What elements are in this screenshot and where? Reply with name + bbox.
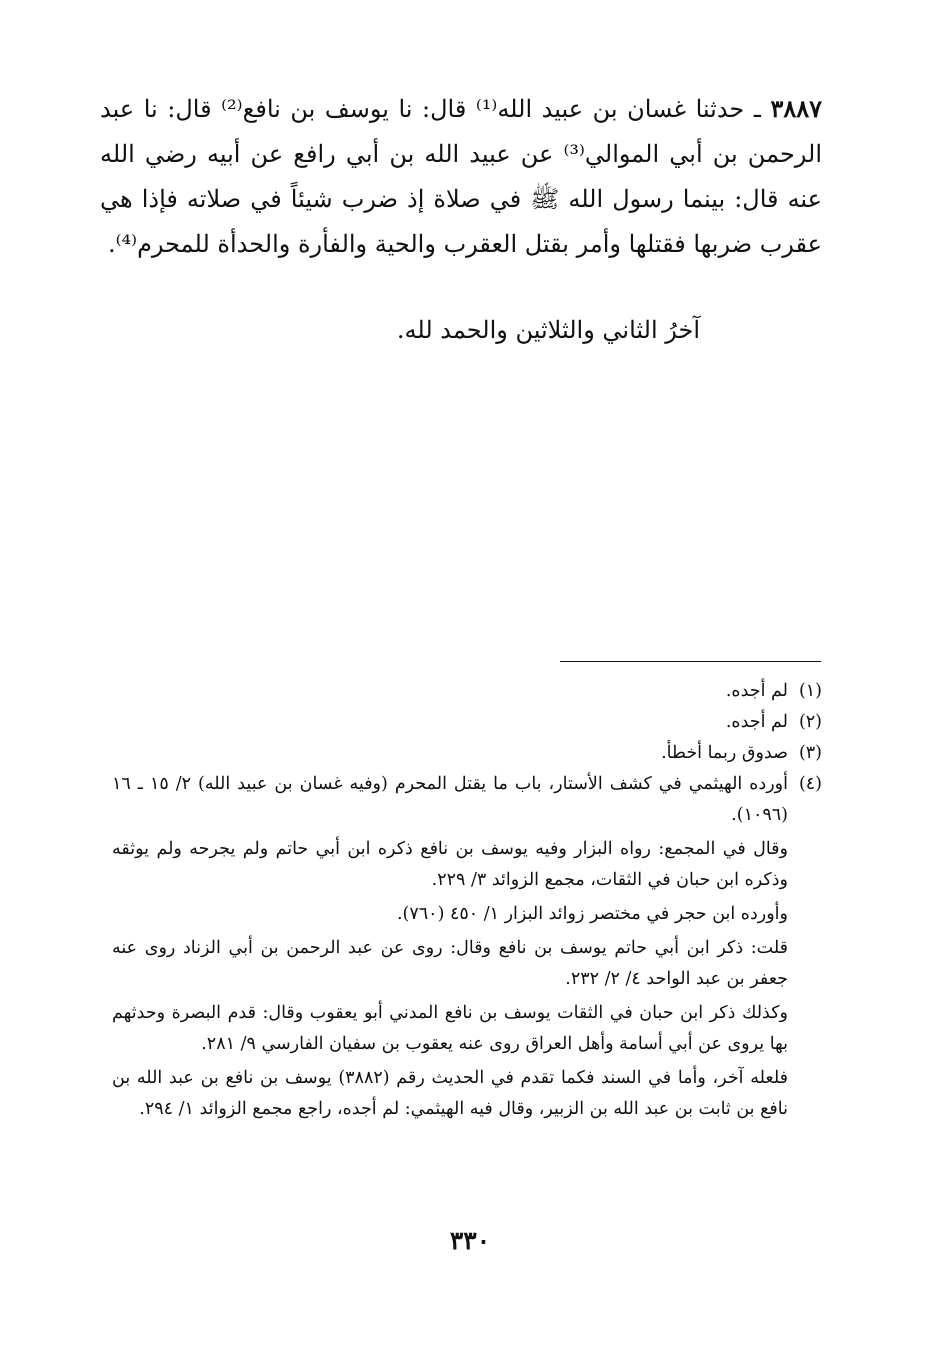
footnote-body [112,676,788,707]
footnote-paragraph: لم أجده. [725,681,788,701]
footnote-4 [112,769,822,1125]
footnote-number: (٣) [798,743,822,763]
hadith-paragraph [100,86,822,267]
part-closing-line: آخرُ الثاني والثلاثين والحمد لله. [396,316,700,344]
footnote-2 [112,707,822,738]
footnote-number: (٢) [798,712,822,732]
footnote-paragraph: قلت: ذكر ابن أبي حاتم يوسف بن نافع وقال: روى عن عبد الرحمن بن أبي الزناد روى عنه جعفر بن عبد الواحد ٤/ ٢/ ٢٣٢. [112,938,788,989]
footnote-paragraph: وقال في المجمع: رواه البزار وفيه يوسف بن نافع ذكره ابن أبي حاتم ولم يجرحه ولم يوثقه وذكره ابن حبان في الثقات، مجمع الزوائد ٣/ ٢٢٩. [112,839,788,890]
hadith-body: حدثنا غسان بن عبيد الله⁽¹⁾ قال: نا يوسف بن نافع⁽²⁾ قال: نا عبد الرحمن بن أبي الموالي⁽³⁾ عن عبيد الله بن أبي رافع عن أبيه رضي الله عنه قال: بينما رسول الله ﷺ في صلاة إذ ضرب شيئاً في صلاته فإذا هي عقرب ضربها فقتلها وأمر بقتل العقرب والحية والفأرة والحدأة للمحرم⁽⁴⁾. [100,95,822,258]
footnote-paragraph: وأورده ابن حجر في مختصر زوائد البزار ١/ ٤٥٠ (٧٦٠). [396,904,788,924]
hadith-text [100,86,822,267]
hadith-separator: ـ [753,95,761,123]
footnote-number: (٤) [798,774,822,794]
footnote-paragraph: أورده الهيثمي في كشف الأستار، باب ما يقتل المحرم (وفيه غسان بن عبيد الله) ٢/ ١٥ ـ ١٦ (١٠٩٦). [112,774,788,825]
footnote-paragraph: لم أجده. [725,712,788,732]
footnote-body [112,707,788,738]
footnote-divider [560,661,821,662]
footnotes [112,676,822,1125]
footnote-number: (١) [798,681,822,701]
footnote-1 [112,676,822,707]
footnote-body [112,738,788,769]
footnote-paragraph: صدوق ربما أخطأ. [661,743,788,763]
page-number: ٣٣٠ [449,1226,491,1255]
footnote-3 [112,738,822,769]
footnote-paragraph: وكذلك ذكر ابن حبان في الثقات يوسف بن نافع المدني أبو يعقوب وقال: قدم البصرة وحدثهم بها يروى عن أبي أسامة وأهل العراق روى عنه يعقوب بن سفيان الفارسي ٩/ ٢٨١. [112,1003,788,1054]
footnote-body [112,769,788,1125]
hadith-number: ٣٨٨٧ [770,94,822,123]
footnote-paragraph: فلعله آخر، وأما في السند فكما تقدم في الحديث رقم (٣٨٨٢) يوسف بن نافع بن عبد الله بن نافع بن ثابت بن عبد الله بن الزبير، وقال فيه الهيثمي: لم أجده، راجع مجمع الزوائد ١/ ٢٩٤. [112,1068,788,1119]
